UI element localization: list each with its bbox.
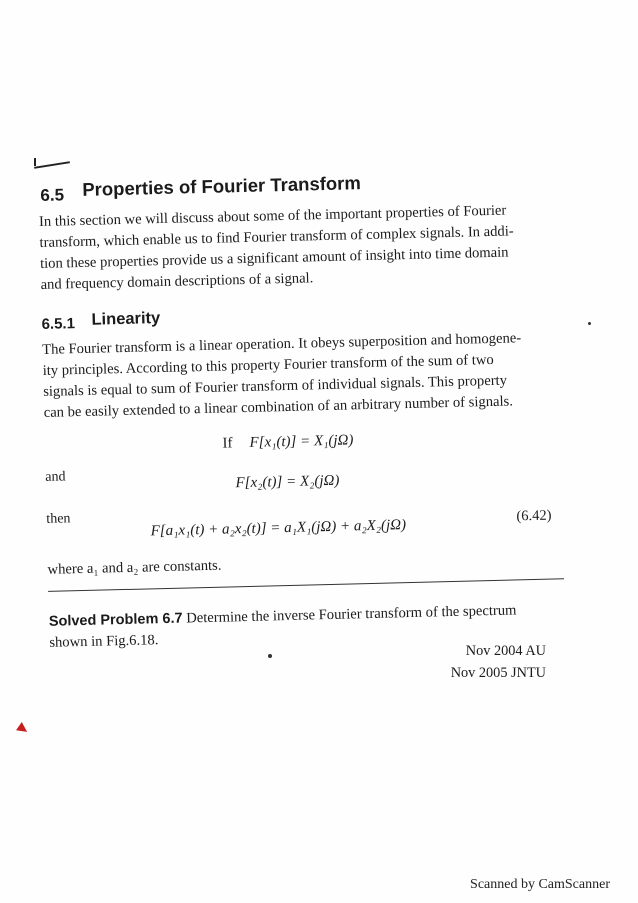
section-title: Properties of Fourier Transform [82,172,362,200]
red-corner-mark [16,722,30,736]
equation-number: (6.42) [516,507,552,525]
problem-text-2: shown in Fig.6.18. [49,632,159,651]
speck [588,322,591,325]
reference-2: Nov 2005 JNTU [450,665,546,681]
intro-line: tion these properties provide us a significant amount of insight into time domain [39,244,509,272]
section-intro [39,199,561,296]
subsection-title: Linearity [91,309,161,329]
body-line: can be easily extended to a linear combination of an arbitrary number of signals. [43,393,514,421]
intro-line: and frequency domain descriptions of a signal. [40,270,314,293]
body-line: signals is equal to sum of Fourier transform of individual signals. This property [43,372,508,400]
reference-1: Nov 2004 AU [465,643,546,659]
problem-text-1: Determine the inverse Fourier transform of the spectrum [186,602,517,627]
exam-references [380,640,550,684]
if-label: If [222,435,233,452]
then-label: then [46,511,71,527]
page-content [38,165,569,654]
linearity-body [42,327,564,424]
where-text: where a₁ and a₂ are constants. [47,557,222,578]
equation-block [44,411,567,562]
body-line: ity principles. According to this property Fourier transform of the sum of two [42,351,494,379]
section-number: 6.5 [40,185,65,205]
equation-2: F[x₂(t)] = X₂(jΩ) [235,472,340,492]
subsection-number: 6.5.1 [41,315,76,333]
pen-stroke [34,161,70,169]
speck [268,654,272,658]
pen-mark [34,158,36,166]
solved-problem-label: Solved Problem 6.7 [48,610,183,630]
equation-3: F[a₁x₁(t) + a₂x₂(t)] = a₁X₁(jΩ) + a₂X₂(jΩ) [150,517,407,540]
intro-line: transform, which enable us to find Fourier transform of complex signals. In addi- [39,223,514,251]
scanner-watermark: Scanned by CamScanner [470,877,610,892]
intro-line: In this section we will discuss about some of the important properties of Fourier [38,202,507,230]
and-label: and [45,469,66,485]
equation-1: F[x₁(t)] = X₁(jΩ) [249,432,354,451]
divider-rule [48,578,564,592]
body-line: The Fourier transform is a linear operation. It obeys superposition and homogene- [42,330,522,358]
